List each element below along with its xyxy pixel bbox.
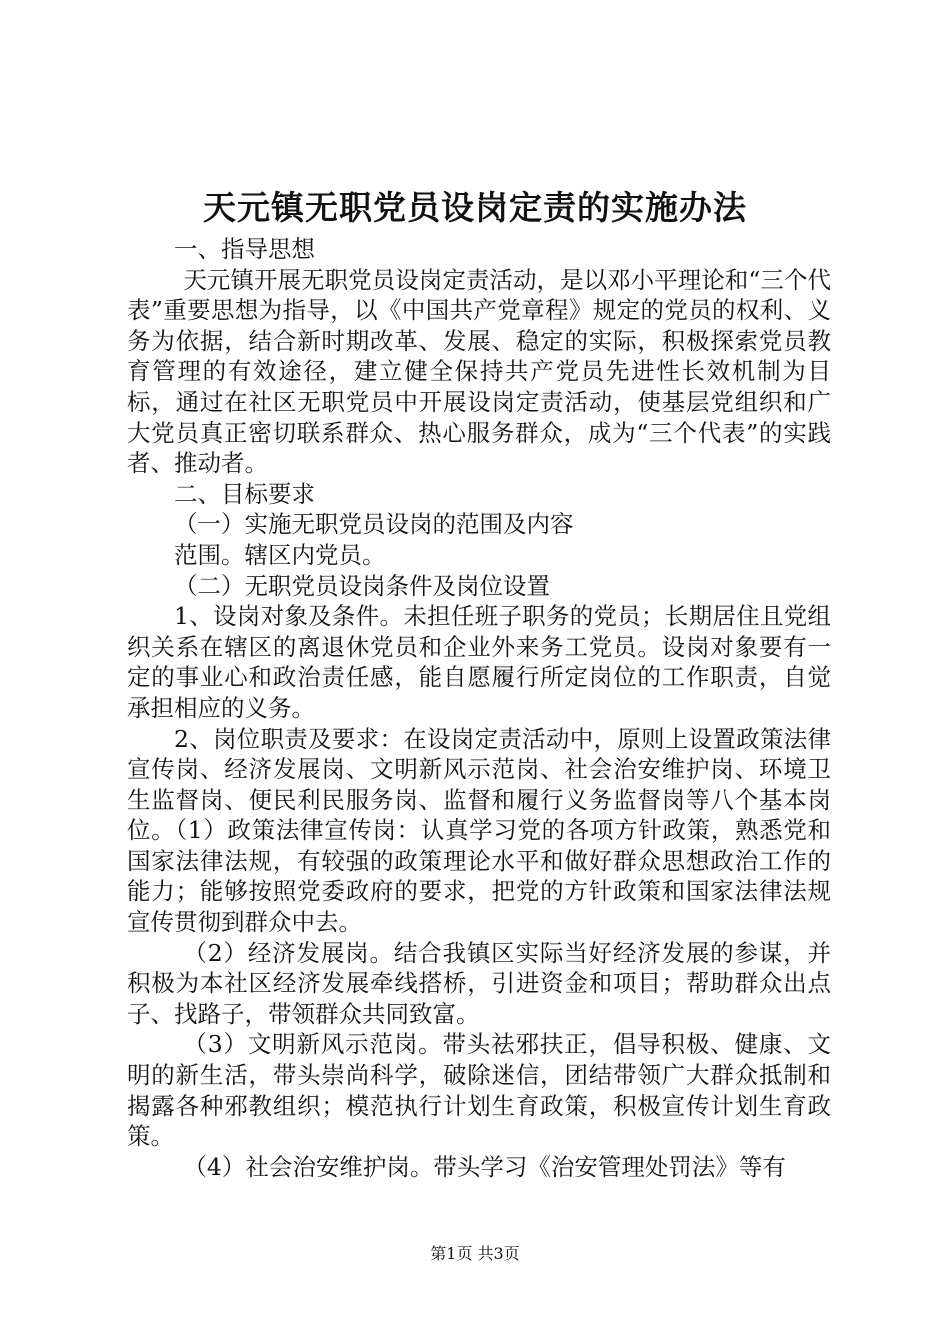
section-heading-1: 一、指导思想 (174, 235, 315, 263)
paragraph-economic-post: （2）经济发展岗。结合我镇区实际当好经济发展的参谋，并积极为本社区经济发展牵线搭桥，引进资金和项目；帮助群众出点子、找路子，带领群众共同致富。 (127, 938, 831, 1028)
paragraph-conditions: 1、设岗对象及条件。未担任班子职务的党员；长期居住且党组织关系在辖区的离退休党员和企业外来务工党员。设岗对象要有一定的事业心和政治责任感，能自愿履行所定岗位的工作职责，自觉承担相应的义务。 (127, 602, 831, 722)
document-title: 天元镇无职党员设岗定责的实施办法 (203, 188, 747, 227)
paragraph-scope: 范围。辖区内党员。 (174, 540, 386, 569)
paragraph-security-post: （4）社会治安维护岗。带头学习《治安管理处罚法》等有 (183, 1152, 786, 1181)
paragraph-guiding-ideology: 天元镇开展无职党员设岗定责活动，是以邓小平理论和“三个代表”重要思想为指导，以《中国共产党章程》规定的党员的权利、义务为依据，结合新时期改革、发展、稳定的实际，积极探索党员教育管理的有效途径，建立健全保持共产党员先进性长效机制为目标，通过在社区无职党员中开展设岗定责活动，使基层党组织和广大党员真正密切联系群众、热心服务群众，成为“三个代表”的实践者、推动者。 (127, 265, 831, 478)
subsection-heading-1: （一）实施无职党员设岗的范围及内容 (174, 510, 574, 539)
section-heading-2: 二、目标要求 (174, 479, 315, 508)
document-body (127, 234, 831, 1182)
page-footer: 第1页 共3页 (430, 1244, 520, 1263)
paragraph-duties: 2、岗位职责及要求：在设岗定责活动中，原则上设置政策法律宣传岗、经济发展岗、文明新风示范岗、社会治安维护岗、环境卫生监督岗、便民利民服务岗、监督和履行义务监督岗等八个基本岗位。（1）政策法律宣传岗：认真学习党的各项方针政策，熟悉党和国家法律法规，有较强的政策理论水平和做好群众思想政治工作的能力；能够按照党委政府的要求，把党的方针政策和国家法律法规宣传贯彻到群众中去。 (127, 724, 831, 937)
subsection-heading-2: （二）无职党员设岗条件及岗位设置 (174, 571, 550, 600)
paragraph-civility-post: （3）文明新风示范岗。带头祛邪扶正，倡导积极、健康、文明的新生活，带头崇尚科学，破除迷信，团结带领广大群众抵制和揭露各种邪教组织；模范执行计划生育政策，积极宣传计划生育政策。 (127, 1030, 831, 1151)
